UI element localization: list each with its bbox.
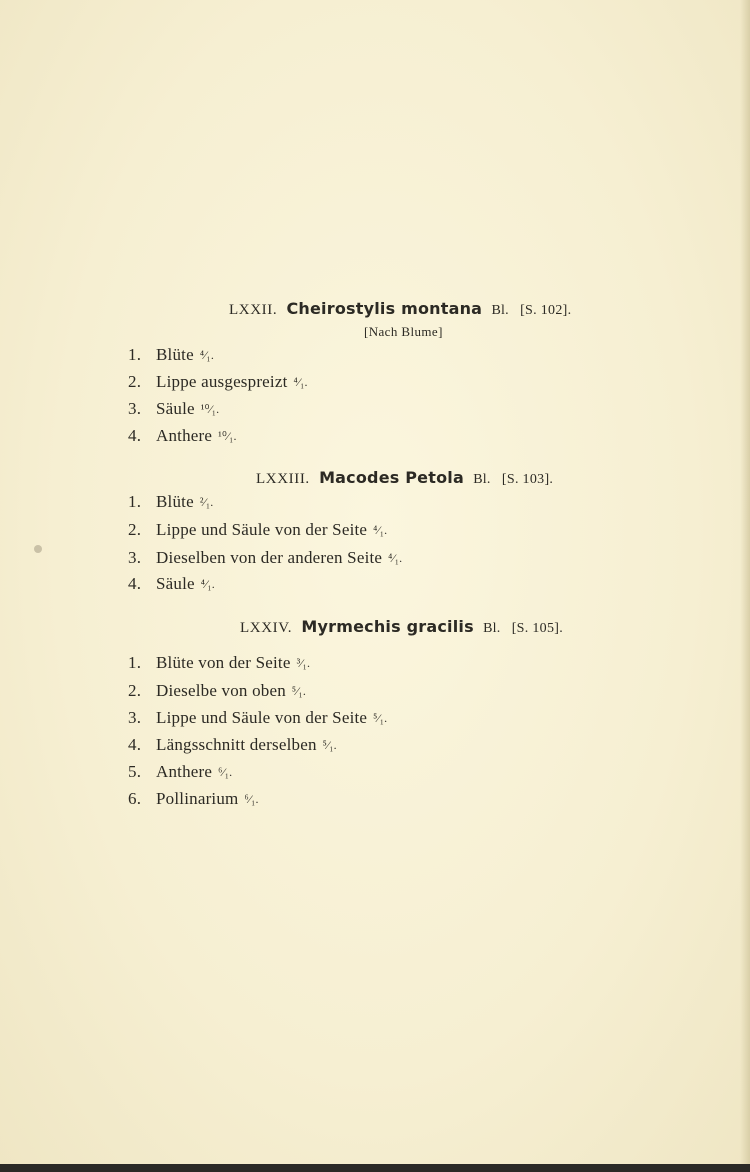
item-number: 4. xyxy=(128,735,142,754)
list-item xyxy=(128,492,213,512)
list-item xyxy=(128,345,214,365)
magnification: ³⁄₁. xyxy=(296,656,311,670)
item-number: 5. xyxy=(128,762,142,781)
item-number: 2. xyxy=(128,520,142,539)
species-author: Bl. xyxy=(483,621,501,636)
item-text: Anthere xyxy=(156,426,213,445)
item-text: Blüte xyxy=(156,492,194,511)
species-name: Macodes Petola xyxy=(319,468,464,487)
list-item xyxy=(128,762,232,782)
list-item xyxy=(128,372,308,392)
page-reference: [S. 102]. xyxy=(520,303,572,318)
list-item xyxy=(128,735,337,755)
item-text: Anthere xyxy=(156,762,213,781)
section-heading-lxxiv xyxy=(240,617,563,637)
item-text: Blüte von der Seite xyxy=(156,653,291,672)
item-number: 4. xyxy=(128,426,142,445)
item-text: Pollinarium xyxy=(156,789,239,808)
magnification: ¹⁰⁄₁. xyxy=(200,402,220,416)
species-author: Bl. xyxy=(491,303,509,318)
page-edge-shadow xyxy=(740,0,750,1172)
list-item xyxy=(128,548,402,568)
species-name: Cheirostylis montana xyxy=(286,299,483,318)
list-item xyxy=(128,708,387,728)
item-number: 1. xyxy=(128,653,142,672)
item-text: Dieselbe von oben xyxy=(156,681,286,700)
magnification: ⁵⁄₁. xyxy=(291,684,307,698)
item-number: 3. xyxy=(128,399,142,418)
magnification: ⁶⁄₁. xyxy=(218,765,233,779)
item-text: Blüte xyxy=(156,345,194,364)
species-name: Myrmechis gracilis xyxy=(301,617,474,636)
item-number: 2. xyxy=(128,681,142,700)
item-number: 3. xyxy=(128,708,142,727)
magnification: ⁴⁄₁. xyxy=(200,577,215,591)
item-text: Lippe ausgespreizt xyxy=(156,372,288,391)
list-item xyxy=(128,653,310,673)
species-author: Bl. xyxy=(473,472,491,487)
magnification: ⁴⁄₁. xyxy=(373,523,388,537)
section-number: LXXIV. xyxy=(240,620,293,636)
item-number: 3. xyxy=(128,548,142,567)
list-item xyxy=(128,574,215,594)
magnification: ⁵⁄₁. xyxy=(322,738,337,752)
section-heading-lxxii xyxy=(229,299,571,319)
item-text: Säule xyxy=(156,574,195,593)
magnification: ⁴⁄₁. xyxy=(199,348,215,362)
section-heading-lxxiii xyxy=(256,468,553,488)
magnification: ⁶⁄₁. xyxy=(244,792,259,806)
page-reference: [S. 105]. xyxy=(511,621,564,636)
list-item xyxy=(128,426,237,446)
magnification: ⁵⁄₁. xyxy=(373,711,388,725)
item-number: 6. xyxy=(128,789,142,808)
item-text: Längsschnitt derselben xyxy=(156,735,317,754)
item-text: Lippe und Säule von der Seite xyxy=(156,708,368,727)
list-item xyxy=(128,681,306,701)
list-item xyxy=(128,399,219,419)
magnification: ⁴⁄₁. xyxy=(388,551,403,565)
item-number: 4. xyxy=(128,574,142,593)
item-number: 1. xyxy=(128,345,142,364)
paper-stain xyxy=(34,545,42,553)
item-text: Dieselben von der anderen Seite xyxy=(156,548,383,567)
section-number: LXXII. xyxy=(229,302,278,318)
section-number: LXXIII. xyxy=(256,471,310,487)
source-note: [Nach Blume] xyxy=(364,324,443,339)
item-number: 1. xyxy=(128,492,142,511)
item-number: 2. xyxy=(128,372,142,391)
page-reference: [S. 103]. xyxy=(501,472,554,487)
list-item xyxy=(128,520,387,540)
item-text: Säule xyxy=(156,399,195,418)
item-text: Lippe und Säule von der Seite xyxy=(156,520,368,539)
magnification: ²⁄₁. xyxy=(199,495,214,509)
magnification: ⁴⁄₁. xyxy=(293,375,308,389)
list-item xyxy=(128,789,259,809)
magnification: ¹⁰⁄₁. xyxy=(218,429,237,443)
page-bottom-edge xyxy=(0,1164,750,1172)
